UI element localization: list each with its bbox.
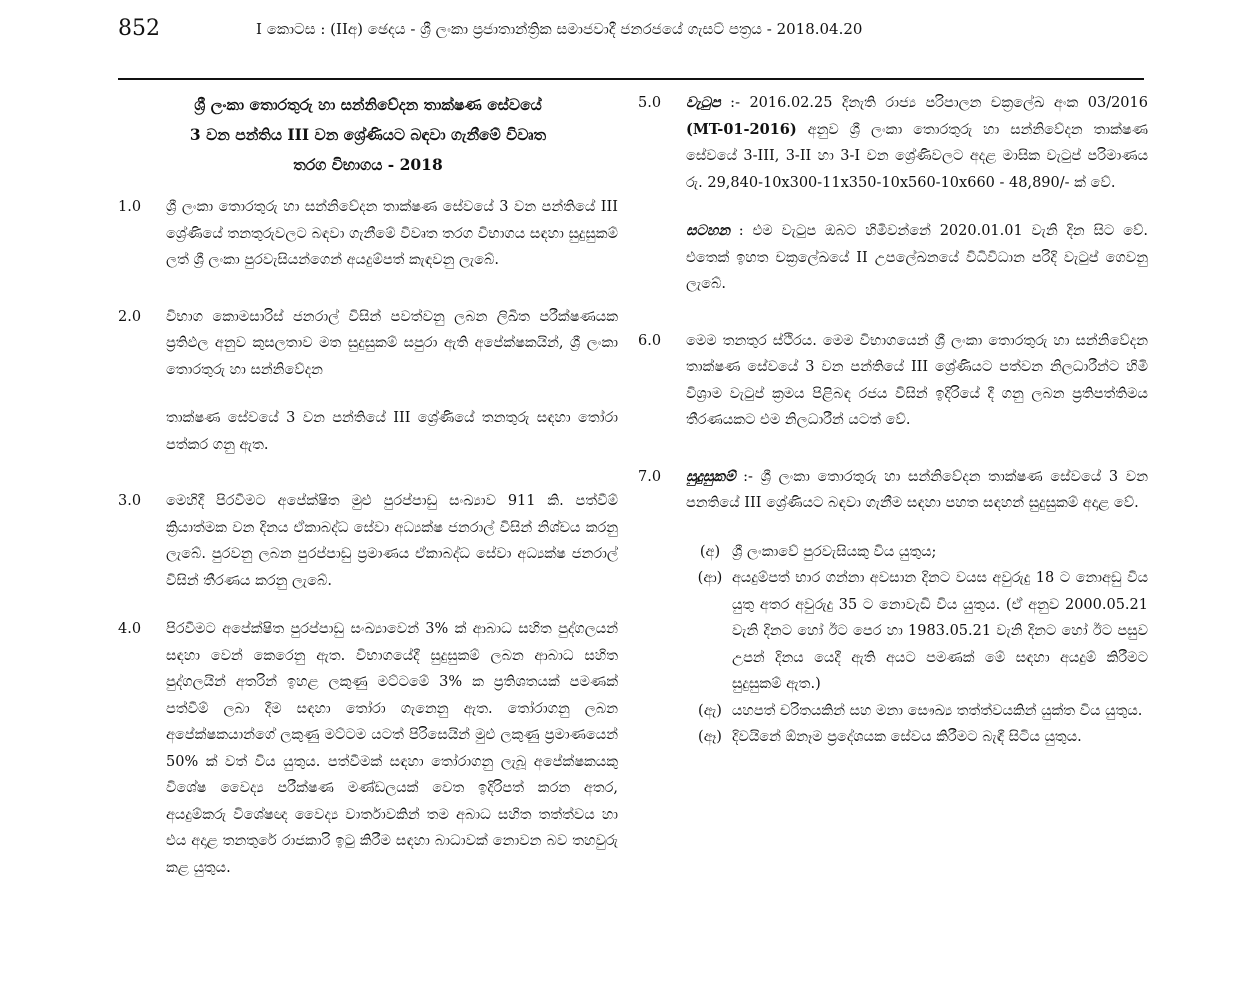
list-item-marker: (අ) <box>699 543 721 560</box>
list-item-text: දිවයිනේ ඕනෑම ප්‍රදේශයක සේවය කිරීමට බැඳී සිටිය යුතුය. <box>732 729 1082 745</box>
qualifications-text: :- ශ්‍රී ලංකා තොරතුරු හා සන්නිවේදන තාක්ෂණ සේවයේ 3 වන පනතියේ III ශ්‍රේණියට බඳවා ගැනීම සඳහා පහත සඳහන් සුදුසුකම් අදාළ වේ. <box>686 468 1148 511</box>
qualifications-list <box>690 539 1148 751</box>
paragraph-2-continuation: තාක්ෂණ සේවයේ 3 වන පන්තියේ III ශ්‍රේණියේ තනතුරු සඳහා තෝරා පත්කර ගනු ඇත. <box>166 410 618 453</box>
paragraph-text: මෙම තනතුර ස්ථිරය. මෙම විභාගයෙන් ශ්‍රී ලංකා තොරතුරු හා සන්නිවේදන තාක්ෂණ සේවයේ 3 වන පන්තියේ III ශ්‍රේණියට පත්වන නිලධාරීන්ට හිමි විශ්‍රාම වැටුප් ක්‍රමය පිළිබඳ රජය විසින් ඉදිරියේ දී ගනු ලබන ප්‍රතිපත්තිමය තීරණයකට එම නිලධාරීන් යටත් වේ. <box>686 332 1148 428</box>
paragraph-text <box>678 90 1148 196</box>
running-head: I කොටස : (IIඅ) ඡෙදය - ශ්‍රී ලංකා ප්‍රජාතාන්ත්‍රික සමාජවාදී ජනරජයේ ගැසට් පත්‍රය - 2018.04.20 <box>256 20 863 38</box>
paragraph-text: පිරවීමට අපේක්ෂිත පුරප්පාඩු සංඛ්‍යාවෙන් 3% ක් ආබාධ සහිත පුද්ගලයන් සඳහා වෙන් කෙරෙනු ඇත. විභාගයේදී සුදුසුකම් ලබන ආබාධ සහිත පුද්ගලයින් අතරින් ඉහළ ලකුණු මට්ටමේ 3% ක ප්‍රතිශතයක් පමණක් පත්වීම් ලබා දීම සඳහා තෝරා ගැනෙනු ඇත. තෝරාගනු ලබන අපේක්ෂකයාන්ගේ ලකුණු මට්ටම යටත් පිරිසෙයින් මුළු ලකුණු ප්‍රමාණයෙන් 50% ක් වත් විය යුතුය. පත්වීමක් සඳහා තෝරාගනු ලැබූ අපේක්ෂකයකු විශේෂ වෛද්‍ය පරීක්ෂණ මණ්ඩලයක් වෙත ඉදිරිපත් කරන අතර, අයදුම්කරු විශේෂඥ වෛද්‍ය වාර්තාවකින් තම අබාධ සහිත තත්ත්වය හා එය අදාළ තනතුරේ රාජකාරි ඉටු කිරීම සඳහා බාධාවක් නොවන බව තහවුරු කළ යුතුය. <box>166 621 618 876</box>
list-item-marker: (ඈ) <box>698 729 722 745</box>
paragraph-number: 5.0 <box>638 95 662 111</box>
qualifications-label: සුදුසුකම් <box>686 467 736 485</box>
paragraph-2 <box>118 304 618 384</box>
paragraph-6 <box>638 328 1148 434</box>
paragraph-text <box>678 464 1148 517</box>
list-item <box>690 539 1148 566</box>
note-label: සටහන <box>686 222 731 239</box>
title-line-3: තරග විභාගය - 2018 <box>293 155 443 174</box>
title-line-2: 3 වන පන්තිය III වන ශ්‍රේණියට බඳවා ගැනීමේ විවෘත <box>189 125 547 144</box>
list-item-text: ශ්‍රී ලංකාවේ පුරවැසියකු විය යුතුය; <box>732 543 937 560</box>
list-item <box>690 565 1148 698</box>
paragraph-3 <box>118 488 618 594</box>
list-item-marker: (ඇ) <box>698 702 722 719</box>
right-column <box>638 90 1148 751</box>
left-column <box>118 90 618 881</box>
circular-reference: (MT-01-2016) <box>686 120 797 138</box>
list-item-text: අයදුම්පත් භාර ගන්නා අවසාන දිනට වයස අවුරුදු 18 ට නොඅඩු විය යුතු අතර අවුරුදු 35 ට නොවැඩි විය යුතුය. (ඒ අනුව 2000.05.21 වැනි දිනට හෝ ඊට පෙර හා 1983.05.21 වැනි දිනට හෝ ඊට පසුව උපන් දිනය යෙදී ඇති අයට පමණක් මේ සඳහා අයදුම් කිරීමට සුදුසුකම් ඇත.) <box>732 570 1148 692</box>
page-header <box>118 16 1148 60</box>
page-number: 852 <box>118 16 160 41</box>
paragraph-number: 3.0 <box>118 493 142 509</box>
title-line-1: ශ්‍රී ලංකා තොරතුරු හා සන්නිවේදන තාක්ෂණ සේවයේ <box>194 95 542 114</box>
salary-text-b: අනුව ශ්‍රී ලංකා තොරතුරු හා සන්නිවේදන තාක්ෂණ සේවයේ 3-III, 3-II හා 3-I වන ශ්‍රේණිවලට අදළ මාසික වැටුප් පරිමාණය රු. 29,840-10x300-11x350-10x560-10x660 - 48,890/- ක් වේ. <box>686 121 1148 191</box>
list-item-marker: (ආ) <box>697 570 723 586</box>
note-text: : එම වැටුප ඔබට හිමිවන්නේ 2020.01.01 වැනි දින සිට වේ. එතෙක් ඉහත චක්‍රලේඛයේ II උපලේඛනයේ විධිවිධාන පරිදි වැටුප් ගෙවනු ලැබේ. <box>686 223 1148 292</box>
header-rule <box>118 78 1144 80</box>
list-item <box>690 698 1148 725</box>
paragraph-number: 6.0 <box>638 332 662 349</box>
paragraph-text: ශ්‍රී ලංකා තොරතුරු හා සන්නිවේදන තාක්ෂණ සේවයේ 3 වන පන්තියේ III ශ්‍රේණියේ තනතුරුවලට බඳවා ගැනීමේ විවෘත තරග විභාගය සඳහා සුදුසුකම් ලත් ශ්‍රී ලංකා පුරවැසියන්ගෙන් අයදුම්පත් කැඳවනු ලැබේ. <box>166 199 618 268</box>
salary-text-a: :- 2016.02.25 දිනැති රාජ්‍ය පරිපාලන චක්‍රලේඛ අංක 03/2016 <box>720 95 1148 111</box>
paragraph-7 <box>638 464 1148 517</box>
list-item <box>690 724 1148 751</box>
paragraph-5 <box>638 90 1148 196</box>
paragraph-4 <box>118 616 618 881</box>
paragraph-1 <box>118 194 618 274</box>
paragraph-text: විභාග කොමසාරිස් ජනරාල් විසින් පවත්වනු ලබන ලිඛිත පරීක්ෂණයක ප්‍රතිඵල අනුව කුසලතාව මත සුදුසුකම් සපුරා ඇති අපේක්ෂකයින්, ශ්‍රී ලංකා තොරතුරු හා සන්නිවේදන <box>166 308 618 378</box>
paragraph-number: 1.0 <box>118 199 142 215</box>
list-item-text: යහපත් චරිතයකින් සහ මනා සෞඛ්‍ය තත්ත්වයකින් යුක්ත විය යුතුය. <box>732 702 1143 719</box>
paragraph-number: 2.0 <box>118 308 142 325</box>
salary-note <box>686 218 1148 298</box>
paragraph-number: 7.0 <box>638 468 662 485</box>
section-title <box>118 90 618 180</box>
paragraph-text: මෙහිදී පිරවීමට අපේක්ෂිත මුළු පුරප්පාඩු සංඛ්‍යාව 911 කි. පත්වීම් ක්‍රියාත්මක වන දිනය ඒකාබද්ධ සේවා අධ්‍යක්ෂ ජනරාල් විසින් නිශ්චය කරනු ලැබේ. පුරවනු ලබන පුරප්පාඩු ප්‍රමාණය ඒකාබද්ධ සේවා අධ්‍යක්ෂ ජනරාල් විසින් තීරණය කරනු ලැබේ. <box>166 493 618 589</box>
paragraph-number: 4.0 <box>118 621 142 637</box>
salary-label: වැටුප <box>686 94 721 111</box>
